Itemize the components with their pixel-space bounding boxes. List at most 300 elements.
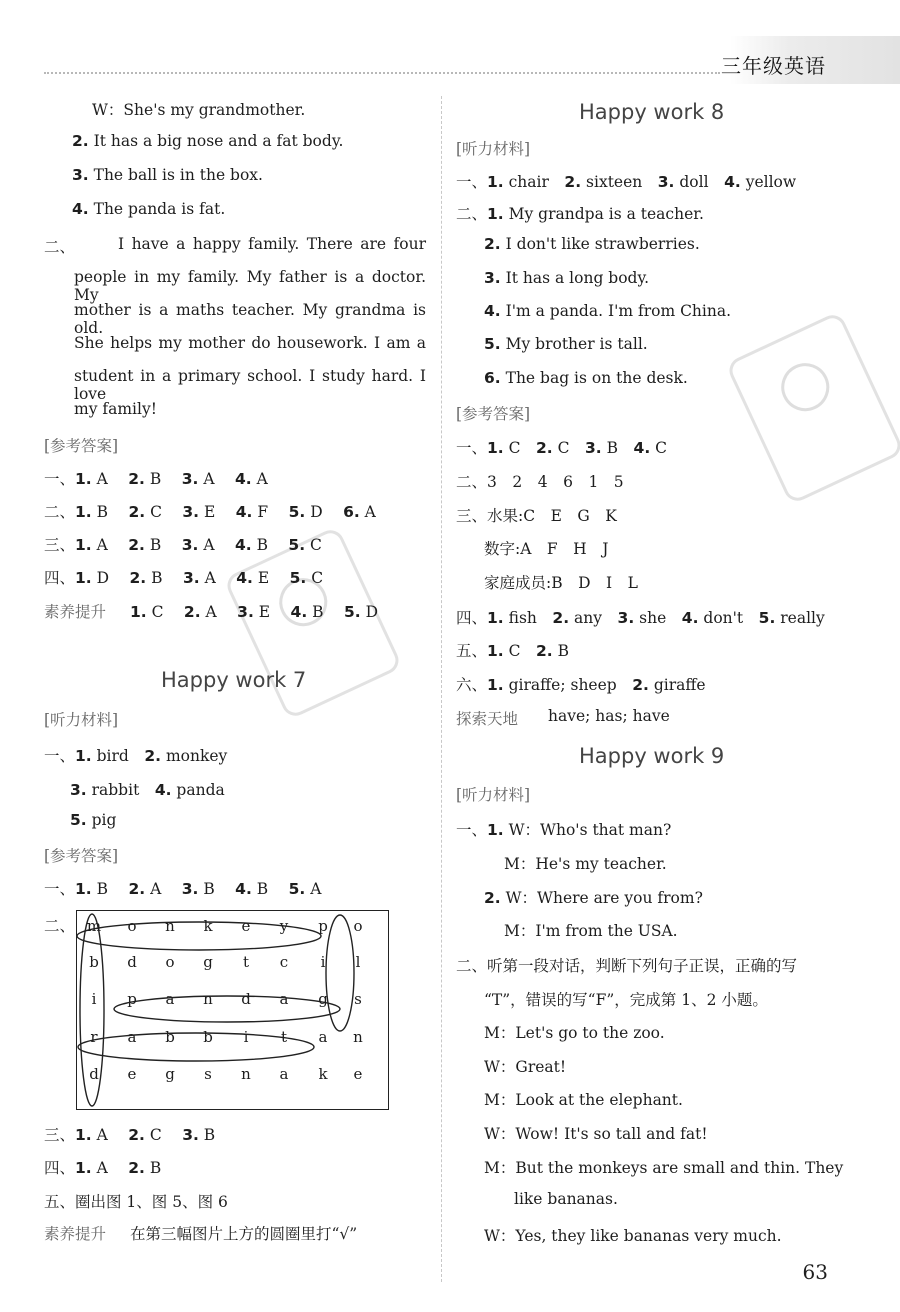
item-number: 3. <box>617 609 635 627</box>
item-number: 4. <box>633 439 651 457</box>
item-value: A <box>199 569 216 587</box>
item-number: 3. <box>182 503 200 521</box>
grid-letter: s <box>204 1065 212 1083</box>
item-gap <box>617 676 633 694</box>
item-number: 4. <box>290 603 308 621</box>
item-value: B <box>144 536 162 554</box>
item-prefix: 一、 <box>44 747 76 765</box>
item-gap <box>268 880 288 898</box>
answer-row <box>44 877 321 899</box>
grid-letter: b <box>165 1028 175 1046</box>
item-number: 6. <box>343 503 360 521</box>
item-value: pig <box>86 811 117 829</box>
section-title-hw8: Happy work 8 <box>579 100 725 124</box>
line-text: W：She's my grandmother. <box>92 101 306 119</box>
answer-row <box>456 639 569 661</box>
item-value: The bag is on the desk. <box>500 369 688 387</box>
item-number: 3. <box>182 569 200 587</box>
listen-row <box>70 778 225 800</box>
grid-letter: y <box>279 917 289 935</box>
grid-letter: a <box>318 1028 328 1046</box>
item-gap <box>270 603 290 621</box>
item-value: B <box>91 880 109 898</box>
item-value: D <box>91 569 110 587</box>
dialog-line: M：Let's go to the zoo. <box>484 1024 665 1042</box>
item-value: W：Where are you from? <box>500 889 703 907</box>
grid-letter: m <box>86 917 102 935</box>
item-value: monkey <box>161 747 228 765</box>
header-dotted-rule <box>44 72 720 74</box>
item-number: 1. <box>130 603 147 621</box>
item-value: A <box>198 470 215 488</box>
section-title-hw7: Happy work 7 <box>161 668 307 692</box>
dialog-line: M：But the monkeys are small and thin. They <box>484 1159 844 1177</box>
section-number: 二、 <box>44 238 76 256</box>
item-value: It has a long body. <box>500 269 650 287</box>
suyang-answers <box>130 600 378 622</box>
listen-sentence <box>484 302 731 320</box>
item-value: B <box>91 503 109 521</box>
grid-letter: l <box>355 953 361 971</box>
item-value: B <box>198 880 215 898</box>
item-prefix: 一、 <box>456 173 488 191</box>
item-gap <box>324 603 344 621</box>
item-number: 3. <box>237 603 254 621</box>
grid-letter: n <box>203 990 213 1008</box>
passage-line: mother is a maths teacher. My grandma is old. <box>74 301 426 337</box>
item-number: 1. <box>75 1126 92 1144</box>
item-number: 3. <box>181 880 199 898</box>
item-number: 2. <box>632 676 649 694</box>
item-value: A <box>145 880 162 898</box>
grid-letter: o <box>165 953 175 971</box>
item-gap <box>323 503 343 521</box>
dialog-line <box>504 852 667 874</box>
grid-letter: k <box>318 1065 328 1083</box>
item-number: 3. <box>657 173 675 191</box>
answer-row: 二、3 2 4 6 1 5 <box>456 473 624 491</box>
item-prefix: 二、 <box>456 205 488 223</box>
item-gap <box>162 503 182 521</box>
answer-row: 数字:A F H J <box>484 540 609 558</box>
suyang-text: 在第三幅图片上方的圆圈里打“√” <box>130 1225 358 1243</box>
item-prefix: 五、 <box>456 642 488 660</box>
item-value: M：I'm from the USA. <box>504 922 678 940</box>
grid-letter: n <box>241 1065 251 1083</box>
suyang-label: 素养提升 <box>44 603 107 621</box>
line-text: The panda is fat. <box>88 200 226 218</box>
item-number: 2. <box>128 1159 145 1177</box>
item-gap <box>215 536 235 554</box>
item-value: really <box>775 609 825 627</box>
item-number: 5. <box>484 335 501 353</box>
dialog-line: W：Great! <box>484 1058 567 1076</box>
item-gap <box>268 536 288 554</box>
item-gap <box>666 609 682 627</box>
item-number: 4. <box>234 470 252 488</box>
dialog-line: M：Look at the elephant. <box>484 1091 683 1109</box>
grid-letter: a <box>165 990 175 1008</box>
answers-header: [参考答案] <box>44 437 119 455</box>
item-value: I'm a panda. I'm from China. <box>500 302 732 320</box>
item-number: 3. <box>181 470 199 488</box>
item-value: B <box>552 642 570 660</box>
item-number: 4. <box>724 173 741 191</box>
listen-header: [听力材料] <box>456 140 531 158</box>
item-prefix: 四、 <box>44 569 76 587</box>
item-number: 5. <box>758 609 776 627</box>
passage-line: She helps my mother do housework. I am a <box>74 334 426 352</box>
item-gap <box>570 439 586 457</box>
answer-row <box>456 606 825 628</box>
grid-letter: n <box>165 917 175 935</box>
item-value: D <box>305 503 323 521</box>
listen-sentence <box>484 335 648 353</box>
item-gap <box>521 642 537 660</box>
item-number: 5. <box>288 536 306 554</box>
listen-sentence <box>484 235 700 253</box>
item-value: fish <box>503 609 537 627</box>
answer-row <box>44 467 268 489</box>
item-number: 4. <box>154 781 172 799</box>
answer-row: 家庭成员:B D I L <box>484 574 638 592</box>
item-value: A <box>91 1126 108 1144</box>
item-value: B <box>146 569 163 587</box>
item-number: 2. <box>183 603 201 621</box>
item-gap <box>268 503 288 521</box>
item-value: A <box>91 1159 108 1177</box>
item-gap <box>215 880 235 898</box>
item-value: A <box>198 536 215 554</box>
item-gap <box>108 503 128 521</box>
explore-text: have; has; have <box>548 707 670 725</box>
grid-letter: p <box>127 990 137 1008</box>
instruction-line: 二、听第一段对话，判断下列句子正误，正确的写 <box>456 957 798 975</box>
item-prefix: 一、 <box>44 470 76 488</box>
grid-letter: o <box>127 917 137 935</box>
item-prefix: 四、 <box>44 1159 76 1177</box>
item-gap <box>108 880 128 898</box>
item-number: 1. <box>75 536 92 554</box>
instruction-line: “T”，错误的写“F”，完成第 1、2 小题。 <box>484 991 768 1009</box>
item-gap <box>217 603 237 621</box>
item-value: B <box>144 1159 162 1177</box>
line-text: The ball is in the box. <box>88 166 263 184</box>
question-line <box>72 132 343 150</box>
dialog-line <box>456 818 671 840</box>
oval-panda <box>114 996 340 1022</box>
item-value: C <box>144 1126 162 1144</box>
grid-letter: k <box>203 917 213 935</box>
item-number: 3. <box>181 536 199 554</box>
item-prefix: 一、 <box>44 880 76 898</box>
grid-letter: g <box>318 990 328 1008</box>
item-number: 2. <box>552 609 570 627</box>
answer-row <box>44 533 322 555</box>
item-value: A <box>251 470 268 488</box>
item-value: C <box>650 439 668 457</box>
item-value: C <box>552 439 570 457</box>
grid-letter: i <box>91 990 97 1008</box>
question-line <box>72 166 263 184</box>
question-line <box>72 200 225 218</box>
grid-letter: t <box>280 1028 288 1046</box>
dialog-line: W：Yes, they like bananas very much. <box>484 1227 782 1245</box>
passage-line: I have a happy family. There are four <box>118 235 426 253</box>
item-number: 5. <box>344 603 361 621</box>
item-value: A <box>200 603 217 621</box>
item-value: C <box>503 642 521 660</box>
answer-row <box>44 566 323 588</box>
item-value: My grandpa is a teacher. <box>503 205 704 223</box>
answer-row <box>44 1123 215 1145</box>
explore-label: 探索天地 <box>456 710 519 728</box>
item-value: B <box>601 439 619 457</box>
dialog-line <box>504 919 678 941</box>
grid-letter: g <box>203 953 213 971</box>
item-number: 1. <box>75 470 92 488</box>
item-gap <box>108 536 128 554</box>
item-value: she <box>634 609 667 627</box>
item-value: rabbit <box>86 781 140 799</box>
item-gap <box>109 569 129 587</box>
item-gap <box>163 569 183 587</box>
item-value: B <box>307 603 324 621</box>
item-value: panda <box>171 781 225 799</box>
grid-letter: p <box>318 917 328 935</box>
item-number: 2. <box>484 235 501 253</box>
item-number: 2. <box>128 1126 145 1144</box>
item-gap <box>108 1126 128 1144</box>
section-title-hw9: Happy work 9 <box>579 744 725 768</box>
item-number: 4. <box>235 503 253 521</box>
item-value: A <box>359 503 376 521</box>
grid-letter: e <box>353 1065 363 1083</box>
item-value: bird <box>91 747 129 765</box>
item-number: 2. <box>128 536 145 554</box>
listen-row <box>456 170 796 192</box>
item-gap <box>618 439 634 457</box>
item-prefix: 二、 <box>44 503 76 521</box>
item-number: 4. <box>484 302 501 320</box>
grid-letter: i <box>320 953 326 971</box>
grid-letter: e <box>241 917 251 935</box>
item-number: 2. <box>128 880 146 898</box>
item-number: 5. <box>288 880 306 898</box>
listen-header: [听力材料] <box>456 786 531 804</box>
item-number: 1. <box>75 880 92 898</box>
dialog-line <box>92 98 305 120</box>
item-number: 4. <box>681 609 699 627</box>
item-value: don't <box>698 609 744 627</box>
item-value: E <box>252 569 270 587</box>
grid-letter: b <box>89 953 99 971</box>
item-number: 3. <box>70 781 87 799</box>
item-value: B <box>144 470 162 488</box>
item-number: 1. <box>487 173 504 191</box>
item-value: doll <box>674 173 709 191</box>
item-value: W：Who's that man? <box>503 821 672 839</box>
item-number: 1. <box>75 1159 92 1177</box>
answer-row <box>456 436 667 458</box>
item-prefix: 六、 <box>456 676 488 694</box>
item-gap <box>161 470 181 488</box>
grid-letter: d <box>127 953 137 971</box>
item-value: F <box>252 503 269 521</box>
item-value: M：He's my teacher. <box>504 855 667 873</box>
item-value: yellow <box>740 173 797 191</box>
grid-letter: a <box>279 990 289 1008</box>
grid-letter: d <box>89 1065 99 1083</box>
item-number: 3. <box>484 269 501 287</box>
listen-row <box>70 811 116 829</box>
kuaidui-watermark-right <box>725 311 900 506</box>
item-value: C <box>306 569 324 587</box>
item-gap <box>549 173 565 191</box>
item-number: 2. <box>128 470 145 488</box>
answer-row <box>44 1156 161 1178</box>
item-gap <box>642 173 658 191</box>
item-value: C <box>145 503 162 521</box>
item-value: A <box>91 470 108 488</box>
item-number: 3. <box>585 439 602 457</box>
item-gap <box>709 173 725 191</box>
item-number: 4. <box>234 536 252 554</box>
item-number: 2. <box>536 642 553 660</box>
item-value: B <box>198 1126 216 1144</box>
answer-row <box>44 500 376 522</box>
grid-letter: e <box>127 1065 137 1083</box>
grid-letter: r <box>90 1028 98 1046</box>
grid-letter: g <box>165 1065 175 1083</box>
item-gap <box>163 603 183 621</box>
answer-row: 五、圈出图 1、图 5、图 6 <box>44 1193 228 1211</box>
item-prefix: 一、 <box>456 439 488 457</box>
item-gap <box>161 880 181 898</box>
item-number: 1. <box>75 747 92 765</box>
listen-sentence <box>484 369 688 387</box>
listen-sentence <box>456 202 704 224</box>
column-divider <box>441 96 442 1282</box>
item-gap <box>743 609 759 627</box>
item-value: E <box>253 603 271 621</box>
item-value: B <box>251 536 268 554</box>
item-number: 1. <box>487 205 504 223</box>
grid-letter: o <box>353 917 363 935</box>
grid-letter: a <box>279 1065 289 1083</box>
grid-letter: s <box>354 990 362 1008</box>
listen-header: [听力材料] <box>44 711 119 729</box>
item-number: 1. <box>487 676 504 694</box>
item-value: A <box>91 536 108 554</box>
item-number: 4. <box>236 569 253 587</box>
item-number: 5. <box>289 569 307 587</box>
item-number: 2. <box>536 439 553 457</box>
item-number: 2. <box>484 889 501 907</box>
grid-letter: n <box>353 1028 363 1046</box>
item-number: 4. <box>72 200 89 218</box>
item-gap <box>602 609 618 627</box>
passage-line: people in my family. My father is a doctor. My <box>74 268 426 304</box>
item-prefix: 三、 <box>44 536 76 554</box>
item-prefix: 一、 <box>456 821 488 839</box>
item-value: I don't like strawberries. <box>500 235 700 253</box>
grid-letter: b <box>203 1028 213 1046</box>
header-title: 三年级英语 <box>721 54 826 78</box>
item-number: 2. <box>564 173 582 191</box>
item-number: 6. <box>484 369 501 387</box>
answers-header: [参考答案] <box>44 847 119 865</box>
item-value: My brother is tall. <box>500 335 648 353</box>
item-value: B <box>251 880 269 898</box>
passage-line: my family! <box>74 400 157 418</box>
dialog-line: like bananas. <box>514 1190 618 1208</box>
item-number: 2. <box>144 747 162 765</box>
passage-line: student in a primary school. I study hard. I love <box>74 367 426 403</box>
suyang-label: 素养提升 <box>44 1225 107 1243</box>
item-gap <box>215 503 235 521</box>
item-number: 1. <box>487 609 504 627</box>
grid-letter: a <box>127 1028 137 1046</box>
grid-letter: c <box>279 953 289 971</box>
item-gap <box>161 536 181 554</box>
grid-letter: d <box>241 990 251 1008</box>
item-value: any <box>569 609 603 627</box>
listen-sentence <box>484 269 649 287</box>
item-value: D <box>360 603 379 621</box>
item-number: 4. <box>235 880 252 898</box>
item-number: 1. <box>75 503 92 521</box>
item-number: 5. <box>288 503 306 521</box>
item-value: giraffe <box>648 676 706 694</box>
item-value: sixteen <box>581 173 643 191</box>
item-number: 5. <box>70 811 87 829</box>
item-gap <box>108 470 128 488</box>
section-number: 二、 <box>44 917 76 935</box>
answer-row <box>456 673 706 695</box>
item-gap <box>216 569 236 587</box>
item-prefix: 四、 <box>456 609 488 627</box>
item-number: 2. <box>128 503 146 521</box>
item-number: 2. <box>72 132 89 150</box>
line-text: It has a big nose and a fat body. <box>88 132 344 150</box>
item-value: C <box>305 536 322 554</box>
answer-row: 三、水果:C E G K <box>456 507 617 525</box>
item-number: 1. <box>487 821 504 839</box>
item-value: A <box>305 880 322 898</box>
item-number: 3. <box>182 1126 199 1144</box>
item-gap <box>537 609 553 627</box>
item-number: 1. <box>487 642 504 660</box>
listen-row <box>44 744 227 766</box>
page-number: 63 <box>802 1260 828 1284</box>
dialog-line: W：Wow! It's so tall and fat! <box>484 1125 708 1143</box>
item-value: giraffe; sheep <box>503 676 617 694</box>
item-gap <box>129 747 145 765</box>
dialog-line <box>484 886 703 908</box>
item-gap <box>108 1159 128 1177</box>
grid-letter: i <box>243 1028 249 1046</box>
item-value: E <box>199 503 216 521</box>
word-search-grid <box>76 910 389 1110</box>
item-number: 1. <box>75 569 92 587</box>
item-prefix: 三、 <box>44 1126 76 1144</box>
item-number: 2. <box>129 569 147 587</box>
check-circle-icon <box>773 355 837 419</box>
grid-letter: t <box>242 953 250 971</box>
answers-header: [参考答案] <box>456 405 531 423</box>
item-value: chair <box>503 173 549 191</box>
